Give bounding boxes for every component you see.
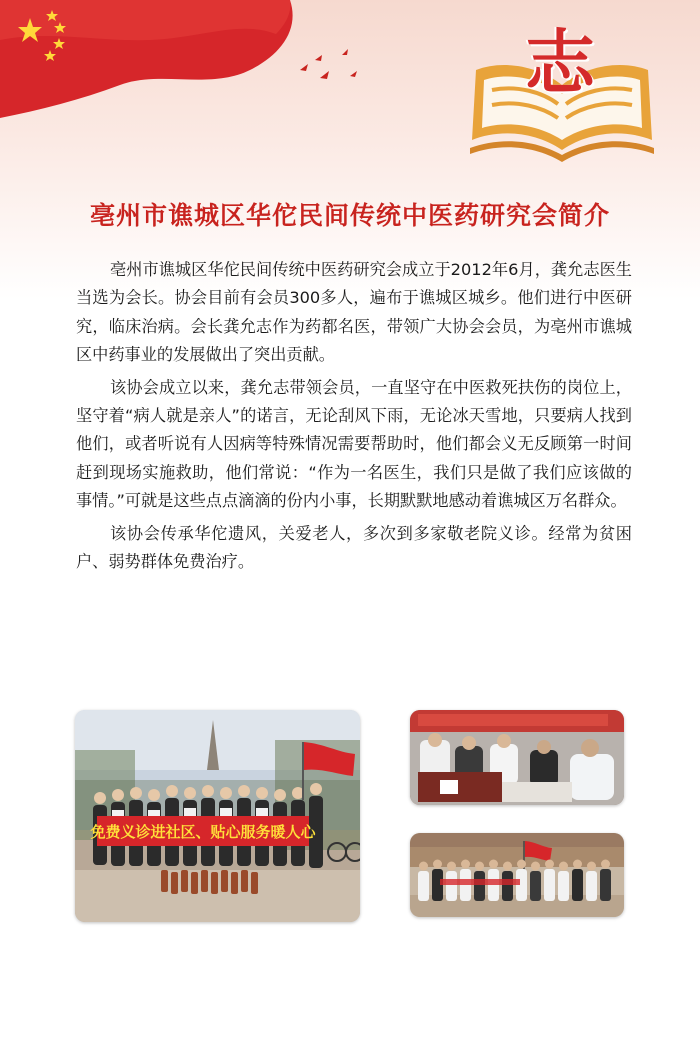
paragraph-3: 该协会传承华佗遗风，关爱老人，多次到多家敬老院义诊。经常为贫困户、弱势群体免费治疗。 (76, 523, 632, 571)
paragraph-1: 亳州市谯城区华佗民间传统中医药研究会成立于2012年6月，龚允志医生当选为会长。协会目前有会员300多人，遍布于谯城区城乡。他们进行中医研究，临床治病。会长龚允志作为药都名医，带领广大协会会员，为亳州市谯城区中药事业的发展做出了突出贡献。 (76, 260, 632, 364)
photo-nursing-home-visit (410, 833, 624, 917)
page-title: 亳州市谯城区华佗民间传统中医药研究会简介 (89, 201, 610, 230)
photo-consultation (410, 710, 624, 805)
intro-text (76, 256, 632, 581)
photo-free-clinic-group (75, 710, 360, 922)
paragraph-2: 该协会成立以来，龚允志带领会员，一直坚守在中医救死扶伤的岗位上，坚守着“病人就是亲人”的诺言，无论刮风下雨，无论冰天雪地，只要病人找到他们，或者听说有人因病等特殊情况需要帮助时，他们都会义无反顾第一时间赶到现场实施救助，他们常说：“作为一名医生，我们只是做了我们应该做的事情。”可就是这些点点滴滴的份内小事，长期默默地感动着谯城区万名群众。 (76, 377, 632, 510)
flying-doves-icon (280, 40, 380, 100)
banner-text: 免费义诊进社区、贴心服务暖人心 (90, 823, 316, 841)
emblem-character: 志 (525, 21, 595, 104)
